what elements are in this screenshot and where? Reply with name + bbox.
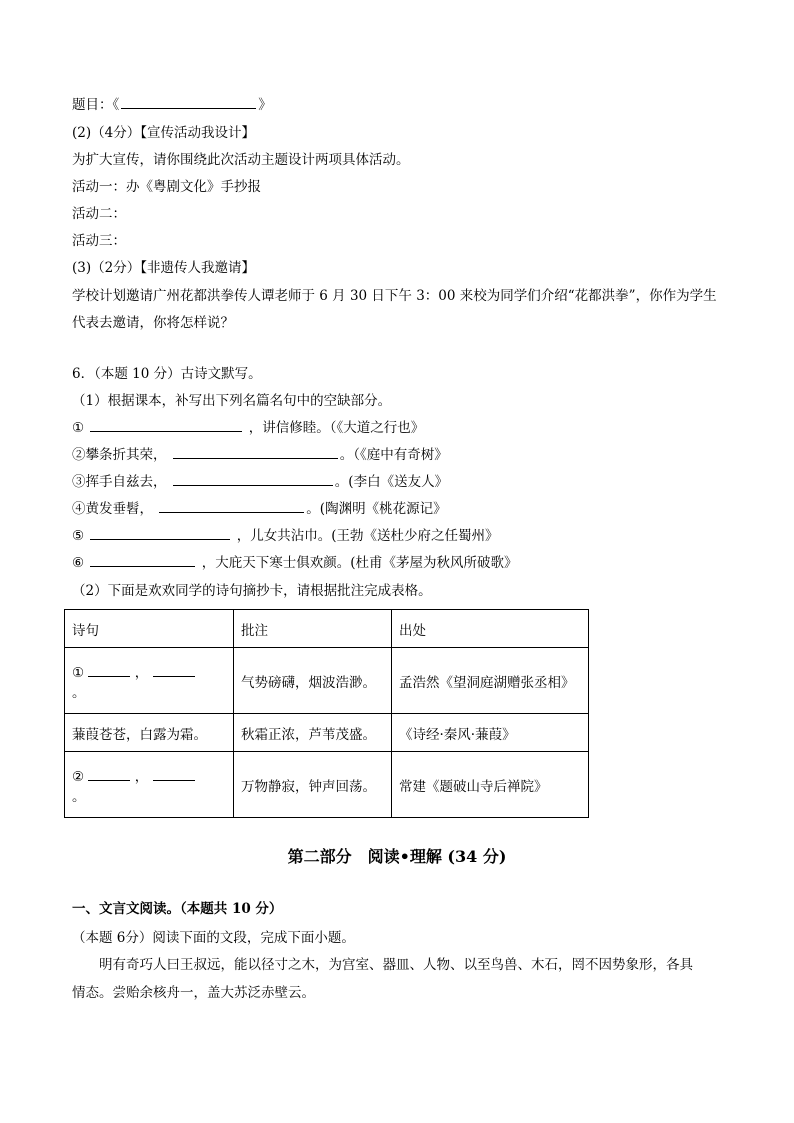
answer-blank[interactable]	[153, 664, 195, 677]
answer-blank[interactable]	[159, 499, 304, 513]
item-suffix: 。(陶渊明《桃花源记》	[306, 501, 447, 517]
item-number: ④	[72, 501, 86, 517]
q6-header: 6．（本题 10 分）古诗文默写。	[72, 366, 262, 382]
table-row	[65, 752, 589, 818]
header-source: 出处	[392, 610, 589, 648]
section-1-header: 一、文言文阅读。（本题共 10 分）	[72, 901, 283, 917]
table-row	[65, 648, 589, 714]
answer-blank[interactable]	[173, 445, 338, 459]
item-number: ③	[72, 474, 86, 490]
header-verse: 诗句	[65, 610, 234, 648]
item-number: ⑥	[72, 555, 85, 571]
answer-blank[interactable]	[88, 768, 130, 781]
title-label: 题目：《	[72, 97, 120, 113]
verse-cell: 蒹葭苍苍，白露为霜。	[65, 714, 234, 752]
recite-item-1	[72, 418, 424, 438]
item-suffix: ，大庇天下寒士俱欢颜。(杜甫《茅屋为秋风所破歌》	[201, 555, 518, 571]
poem-table	[64, 609, 589, 818]
note-cell: 秋霜正浓，芦苇茂盛。	[234, 714, 392, 752]
title-end: 》	[258, 97, 272, 113]
source-cell: 《诗经·秦风·蒹葭》	[392, 714, 589, 752]
note-cell: 万物静寂，钟声回荡。	[234, 752, 392, 818]
answer-blank[interactable]	[153, 768, 195, 781]
q2-header: (2)（4分）【宣传活动我设计】	[72, 125, 255, 141]
title-fill-line	[72, 95, 272, 115]
row-number: ②	[72, 768, 85, 785]
item-suffix: 。（《庭中有奇树》	[339, 447, 448, 463]
answer-blank[interactable]	[90, 418, 242, 432]
item-suffix: ，儿女共沾巾。(王勃《送杜少府之任蜀州》	[236, 528, 499, 544]
source-cell: 孟浩然《望洞庭湖赠张丞相》	[392, 648, 589, 714]
row-comma: ，	[134, 768, 149, 785]
item-suffix: 。(李白《送友人》	[334, 474, 449, 490]
recite-item-2	[72, 445, 448, 465]
item-prefix: 挥手自兹去，	[85, 474, 167, 490]
source-cell: 常建《题破山寺后禅院》	[392, 752, 589, 818]
recite-item-4	[72, 499, 447, 519]
row-end: 。	[72, 684, 86, 701]
answer-blank[interactable]	[173, 472, 333, 486]
answer-blank[interactable]	[90, 553, 195, 567]
item-prefix: 攀条折其荣，	[85, 447, 167, 463]
note-cell: 气势磅礴，烟波浩渺。	[234, 648, 392, 714]
recite-item-3	[72, 472, 448, 492]
item-prefix: 黄发垂髫，	[85, 501, 153, 517]
activity-2: 活动二：	[72, 206, 126, 222]
passage-line-2: 情态。尝贻余核舟一，盖大苏泛赤壁云。	[72, 985, 315, 1001]
answer-blank[interactable]	[88, 664, 130, 677]
title-blank[interactable]	[121, 95, 256, 109]
q6-sub2: （2）下面是欢欢同学的诗句摘抄卡，请根据批注完成表格。	[72, 583, 432, 599]
q3-header: (3)（2分）【非遗传人我邀请】	[72, 260, 255, 276]
table-row	[65, 714, 589, 752]
item-number: ①	[72, 420, 85, 436]
q3-line-2: 代表去邀请，你将怎样说？	[72, 315, 234, 331]
activity-3: 活动三：	[72, 233, 126, 249]
q6-sub1: （1）根据课本，补写出下列名篇名句中的空缺部分。	[72, 393, 392, 409]
q2-instruction: 为扩大宣传，请你围绕此次活动主题设计两项具体活动。	[72, 152, 410, 168]
recite-item-5	[72, 526, 498, 546]
item-number: ②	[72, 447, 86, 463]
section-1-intro: （本题 6分）阅读下面的文段，完成下面小题。	[72, 930, 355, 946]
header-note: 批注	[234, 610, 392, 648]
row-number: ①	[72, 664, 85, 681]
item-suffix: ，讲信修睦。（《大道之行也》	[248, 420, 425, 436]
row-end: 。	[72, 788, 86, 805]
q3-line-1: 学校计划邀请广州花都洪拳传人谭老师于 6 月 30 日下午 3：00 来校为同学们介绍“花都洪拳”，你作为学生	[72, 288, 717, 304]
recite-item-6	[72, 553, 517, 573]
row-comma: ，	[134, 664, 149, 681]
table-header-row	[65, 610, 589, 648]
verse-cell	[65, 648, 234, 714]
item-number: ⑤	[72, 528, 85, 544]
part-two-heading: 第二部分 阅读•理解 (34 分)	[287, 847, 507, 866]
activity-1: 活动一：办《粤剧文化》手抄报	[72, 179, 261, 195]
answer-blank[interactable]	[90, 526, 230, 540]
verse-cell	[65, 752, 234, 818]
passage-line-1: 明有奇巧人曰王叔远，能以径寸之木，为宫室、器皿、人物、以至鸟兽、木石，罔不因势象形，各具	[99, 957, 693, 973]
